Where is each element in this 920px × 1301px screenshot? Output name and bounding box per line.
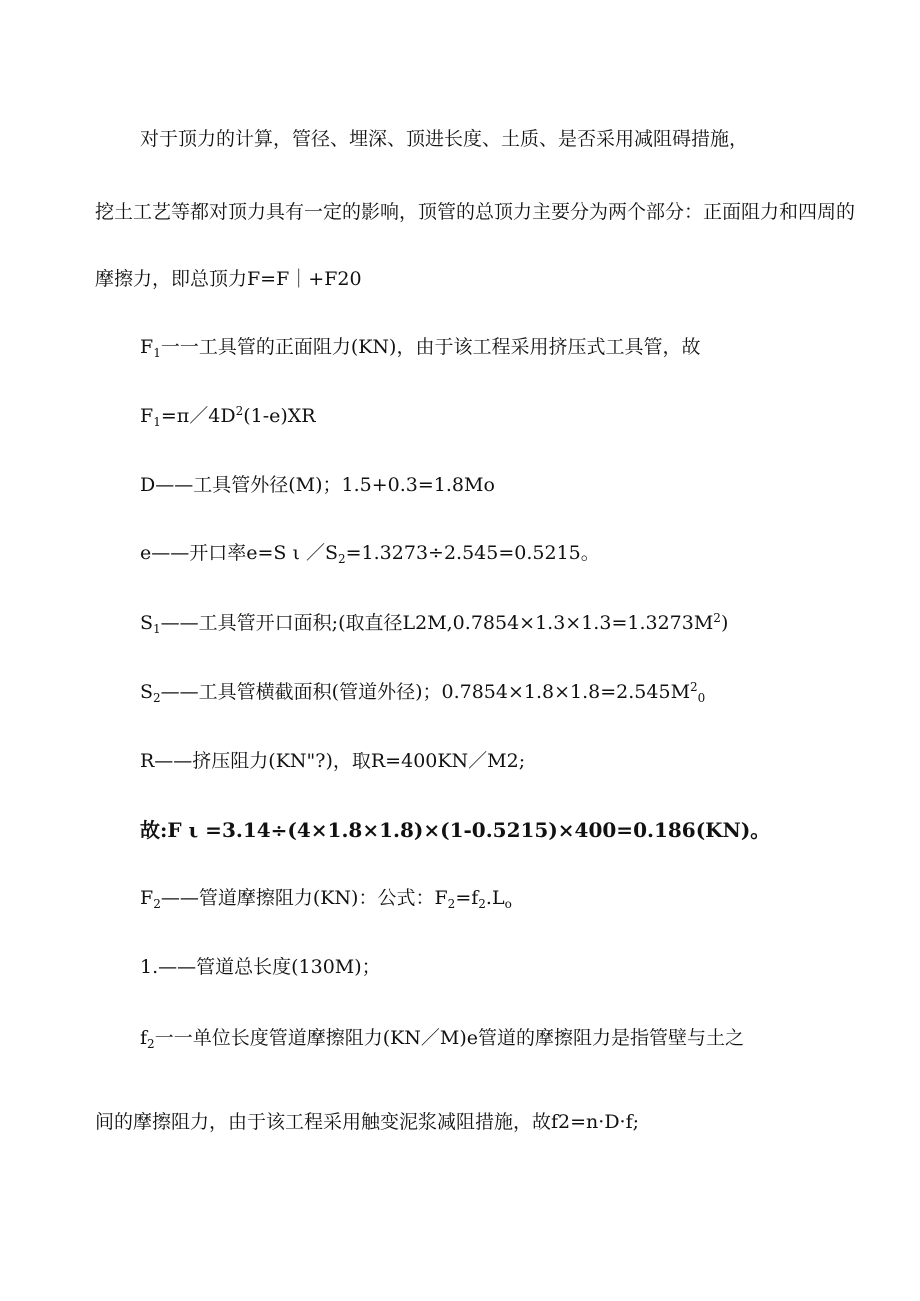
definition-f2-small: $f_2$一一单位长度管道摩擦阻力(KN／M)e管道的摩擦阻力是指管壁与土之	[140, 1027, 745, 1051]
definition-e: e——开口率e=S ι $/S_2=1.3273\div 2.545=0.5215$。	[140, 542, 600, 566]
paragraph-line-3: 摩擦力，即总顶力F=F｜+F20	[95, 268, 362, 290]
definition-s1: $S_1——$工具管开口面积;(取直径$L2M,0.7854\times 1.3\times 1.3=1.3273M^2$)	[140, 611, 729, 636]
definition-f1: $F_1$一一工具管的正面阻力(KN)，由于该工程采用挤压式工具管，故	[140, 336, 701, 360]
definition-f2: $F_2——$管道摩擦阻力(KN)：公式：$F_2=f_2.L_o$	[140, 887, 512, 911]
definition-r: R——挤压阻力(KN"?)，取R=400KN／M2;	[140, 750, 526, 772]
paragraph-line-last: 间的摩擦阻力，由于该工程采用触变泥浆减阻措施，故f2=n·D·f;	[95, 1111, 640, 1133]
definition-s2: $S_2——$工具管横截面积(管道外径)；$0.7854\times 1.8\times 1.8=2.545M^2_0$	[140, 680, 706, 705]
definition-l: 1.——管道总长度(130M)；	[140, 956, 381, 978]
formula-f1: $F_1=\pi/4D^2(1-e)XR$	[140, 404, 316, 429]
result-f1: 故:F ι =3.14÷(4×1.8×1.8)×(1-0.5215)×400=0.186(KN)。	[140, 818, 771, 842]
paragraph-line-2: 挖土工艺等都对顶力具有一定的影响，顶管的总顶力主要分为两个部分：正面阻力和四周的	[95, 201, 856, 223]
paragraph-line-1: 对于顶力的计算，管径、埋深、顶进长度、土质、是否采用减阻碍措施，	[140, 128, 749, 150]
definition-d: D——工具管外径(M)；1.5+0.3=1.8Mo	[140, 474, 495, 496]
